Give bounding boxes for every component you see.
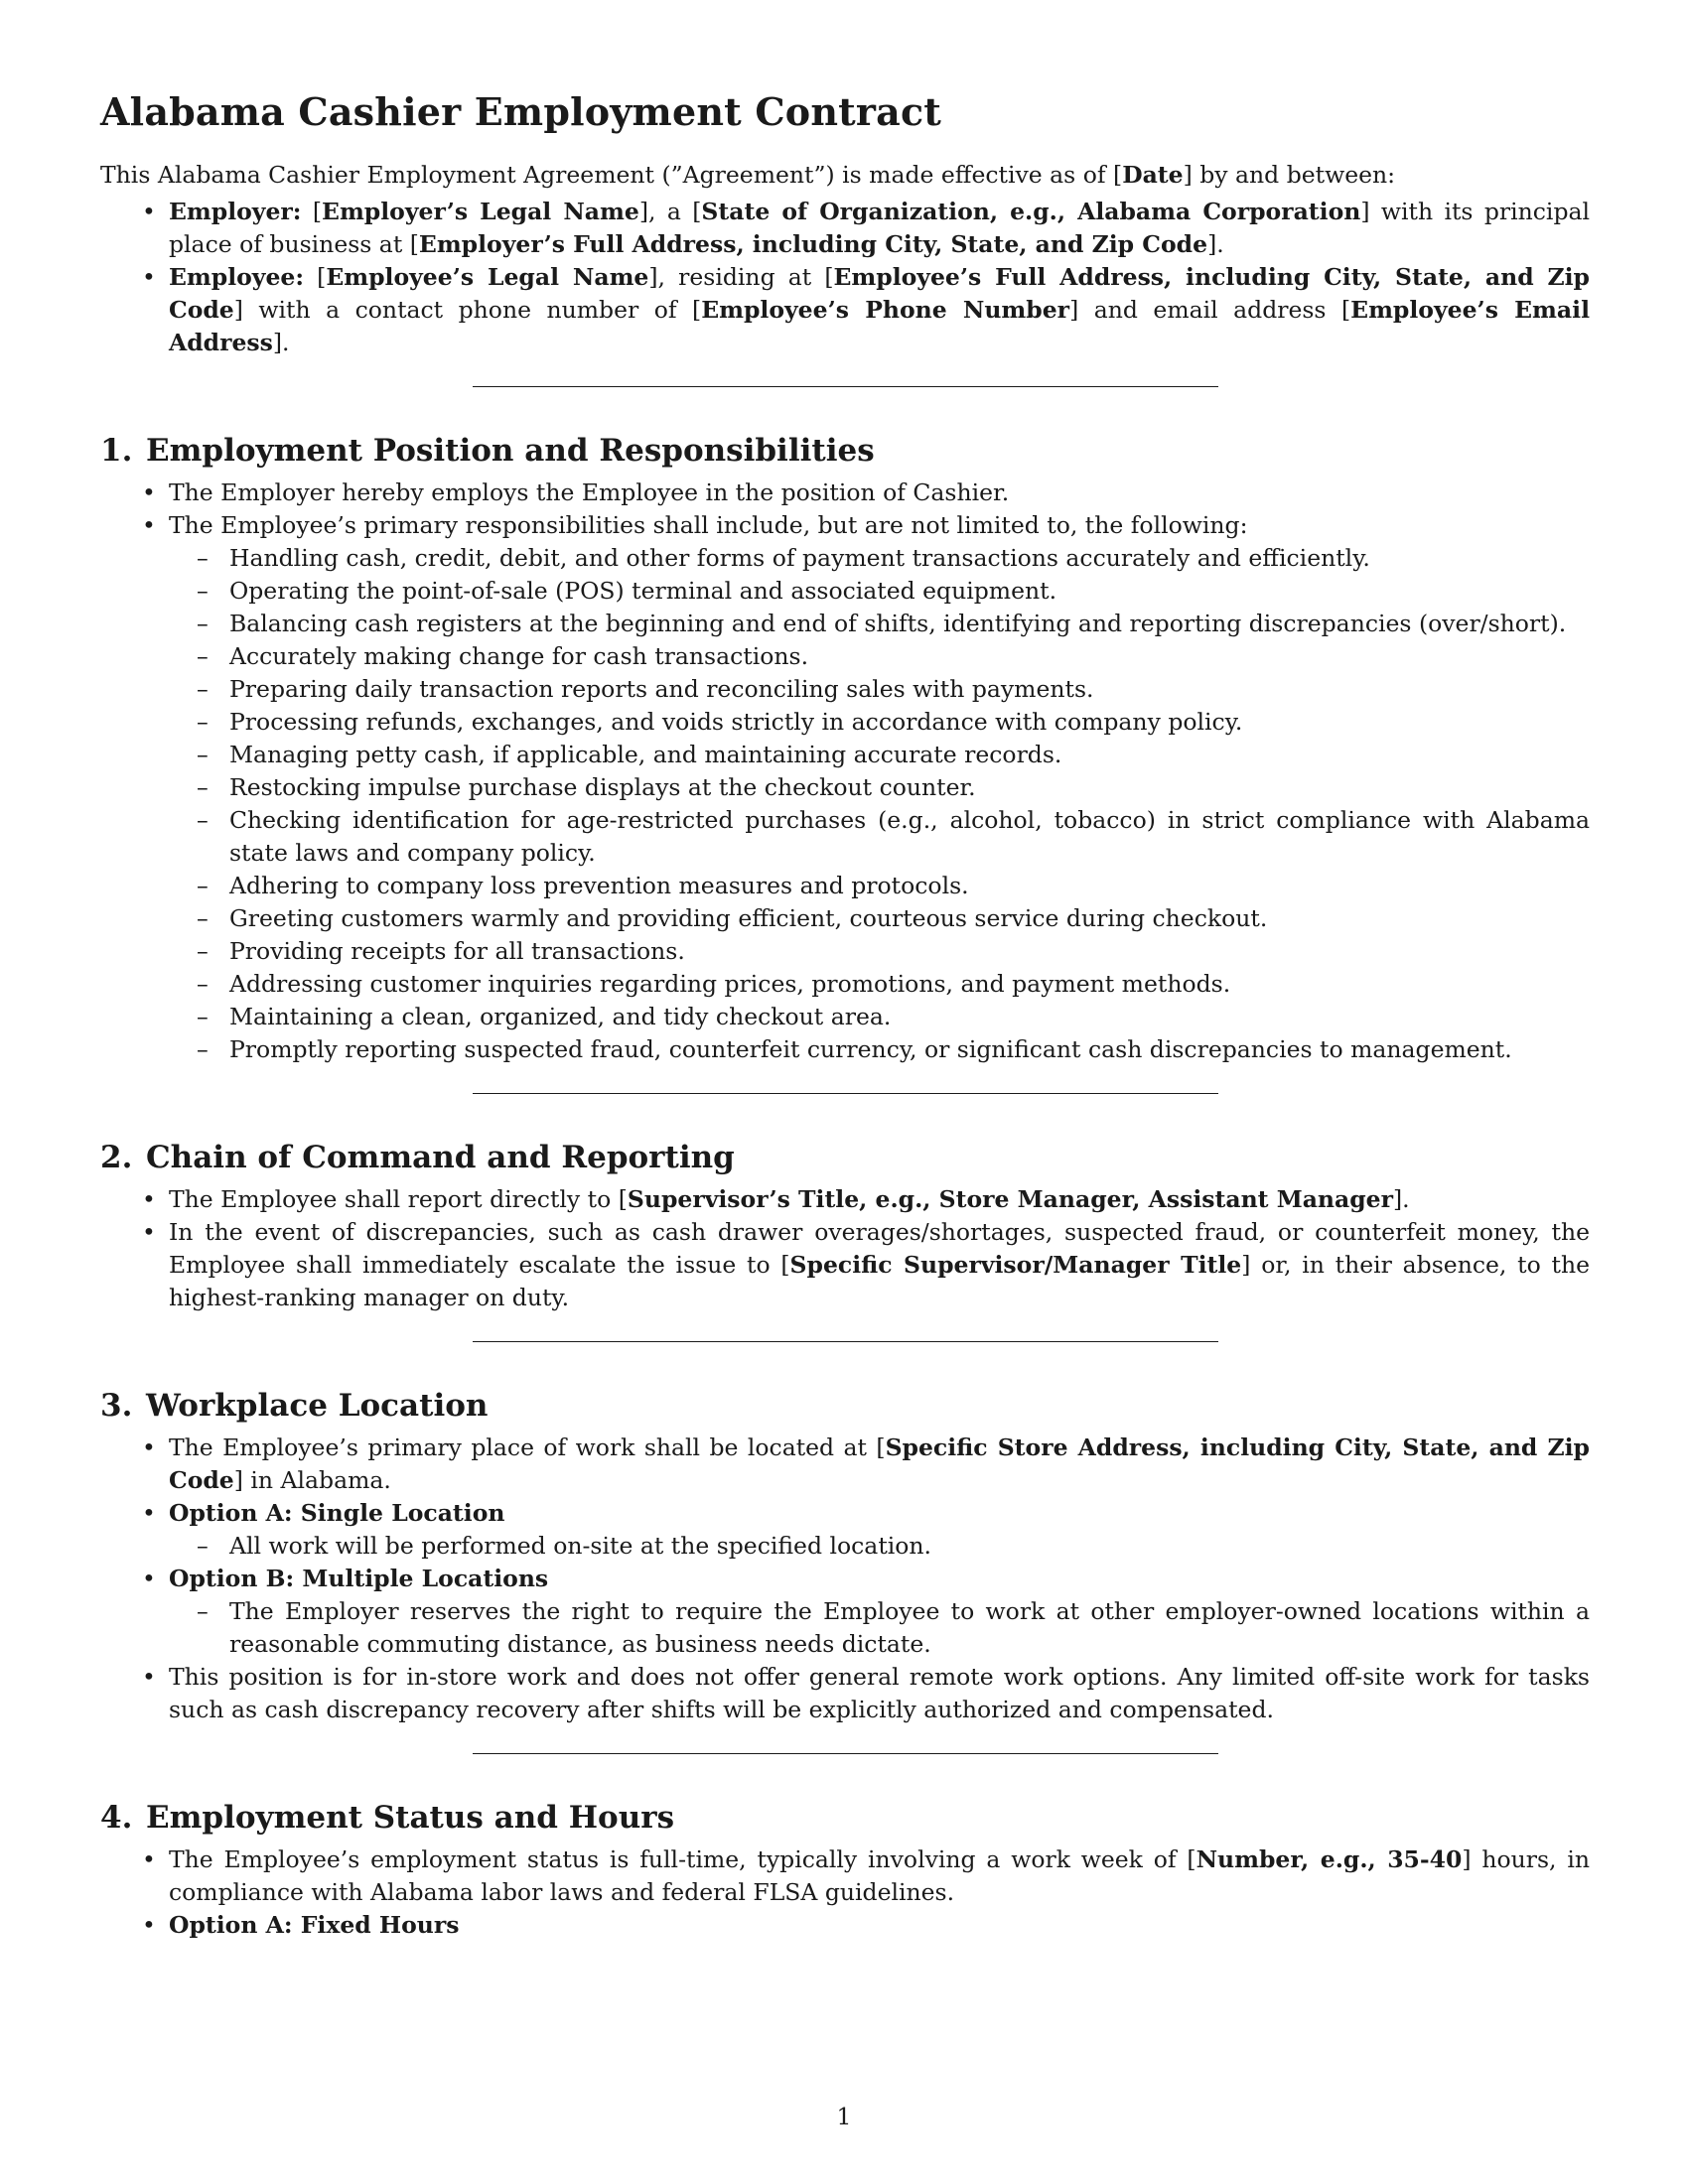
list-item: • The Employee’s primary place of work shall be located at [Specific Store Address, including City, State, and Zip Code] in Alabama. [169,1432,1590,1497]
document-body [100,87,1590,1942]
section-divider [473,1753,1218,1754]
section-2-heading: 2. Chain of Command and Reporting [100,1140,735,1175]
option-b-label: Option B: Multiple Locations [169,1565,549,1592]
option-b-sublist [169,1595,1590,1661]
section-divider [473,1341,1218,1342]
duty-item: – Preparing daily transaction reports and reconciling sales with payments. [229,673,1590,706]
document-title: Alabama Cashier Employment Contract [100,89,942,134]
section-4-heading: 4. Employment Status and Hours [100,1800,675,1836]
list-item: • The Employer hereby employs the Employee in the position of Cashier. [169,477,1590,509]
section-3-heading: 3. Workplace Location [100,1388,489,1424]
list-item [169,1497,1590,1563]
duty-item: – Promptly reporting suspected fraud, counterfeit currency, or significant cash discrepancies to management. [229,1033,1590,1066]
section-divider [473,386,1218,387]
duty-item: – Accurately making change for cash transactions. [229,640,1590,673]
sub-item: – All work will be performed on-site at the specified location. [229,1530,1590,1563]
list-item: • This position is for in-store work and does not offer general remote work options. Any limited off-site work for tasks such as cash discrepancy recovery after shifts will be explicitly authorized and compensated. [169,1661,1590,1726]
duties-list [169,542,1590,1066]
duty-item: – Handling cash, credit, debit, and other forms of payment transactions accurately and efficiently. [229,542,1590,575]
section-2-list [100,1183,1590,1314]
list-item: • In the event of discrepancies, such as cash drawer overages/shortages, suspected fraud, or counterfeit money, the Employee shall immediately escalate the issue to [Specific Supervisor/Manager Title] or, in their absence, to the highest-ranking manager on duty. [169,1216,1590,1314]
section-1-list [100,477,1590,1066]
duty-item: – Addressing customer inquiries regarding prices, promotions, and payment methods. [229,968,1590,1001]
duty-item: – Operating the point-of-sale (POS) terminal and associated equipment. [229,575,1590,608]
duty-item: – Balancing cash registers at the beginning and end of shifts, identifying and reporting discrepancies (over/short). [229,608,1590,640]
list-item: • The Employee shall report directly to [Supervisor’s Title, e.g., Store Manager, Assistant Manager]. [169,1183,1590,1216]
duty-item: – Greeting customers warmly and providing efficient, courteous service during checkout. [229,902,1590,935]
section-1-heading: 1. Employment Position and Responsibilities [100,433,875,469]
duty-item: – Restocking impulse purchase displays at the checkout counter. [229,771,1590,804]
option-a-label: Option A: Single Location [169,1499,505,1527]
employee-party: • Employee: [Employee’s Legal Name], residing at [Employee’s Full Address, including City, State, and Zip Code] with a contact phone number of [Employee’s Phone Number] and email address [Employee’s Email Address]. [169,261,1590,359]
duty-item: – Adhering to company loss prevention measures and protocols. [229,870,1590,902]
list-item [169,1909,1590,1942]
date-placeholder: Date [1122,161,1184,189]
option-a-sublist [169,1530,1590,1563]
page-number: 1 [836,2103,852,2130]
sub-item: – The Employer reserves the right to require the Employee to work at other employer-owned locations within a reasonable commuting distance, as business needs dictate. [229,1595,1590,1661]
list-item [169,1563,1590,1661]
list-item: • The Employee’s primary responsibilities shall include, but are not limited to, the following: – Handling cash, credit, debit, and other forms of payment transactions accurately and efficiently. – Operating the point-of-sale (POS) terminal and associated equipment. – Balancing cash registers at the beginning and end of shifts, identifying and reporting discrepancies (over/short). – Accurately making change for cash transactions. – Preparing daily transaction reports and reconciling sales with payments. – Processing refunds, exchanges, and voids strictly in accordance with company policy. – Managing petty cash, if applicable, and maintaining accurate records. – Restocking impulse purchase displays at the checkout counter. – Checking identification for age-restricted purchases (e.g., alcohol, tobacco) in strict compliance with Alabama state laws and company policy. – Adhering to company loss prevention measures and protocols. – Greeting customers warmly and providing efficient, courteous service during checkout. – Providing receipts for all transactions. – Addressing customer inquiries regarding prices, promotions, and payment methods. – Maintaining a clean, organized, and tidy checkout area. – Promptly reporting suspected fraud, counterfeit currency, or significant cash discrepancies to management. [169,509,1590,1066]
section-divider [473,1093,1218,1094]
section-4-list [100,1843,1590,1942]
duty-item: – Managing petty cash, if applicable, and maintaining accurate records. [229,739,1590,771]
intro-paragraph: This Alabama Cashier Employment Agreement (”Agreement”) is made effective as of [Date] by and between: [100,161,1396,189]
option-a-fixed-hours-label: Option A: Fixed Hours [169,1911,460,1939]
employer-party: • Employer: [Employer’s Legal Name], a [State of Organization, e.g., Alabama Corporation] with its principal place of business at [Employer’s Full Address, including City, State, and Zip Code]. [169,196,1590,261]
duty-item: – Processing refunds, exchanges, and voids strictly in accordance with company policy. [229,706,1590,739]
list-item: • The Employee’s employment status is full-time, typically involving a work week of [Number, e.g., 35-40] hours, in compliance with Alabama labor laws and federal FLSA guidelines. [169,1843,1590,1909]
duty-item: – Checking identification for age-restricted purchases (e.g., alcohol, tobacco) in strict compliance with Alabama state laws and company policy. [229,804,1590,870]
duty-item: – Providing receipts for all transactions. [229,935,1590,968]
parties-list [100,196,1590,359]
section-3-list [100,1432,1590,1726]
duty-item: – Maintaining a clean, organized, and tidy checkout area. [229,1001,1590,1033]
